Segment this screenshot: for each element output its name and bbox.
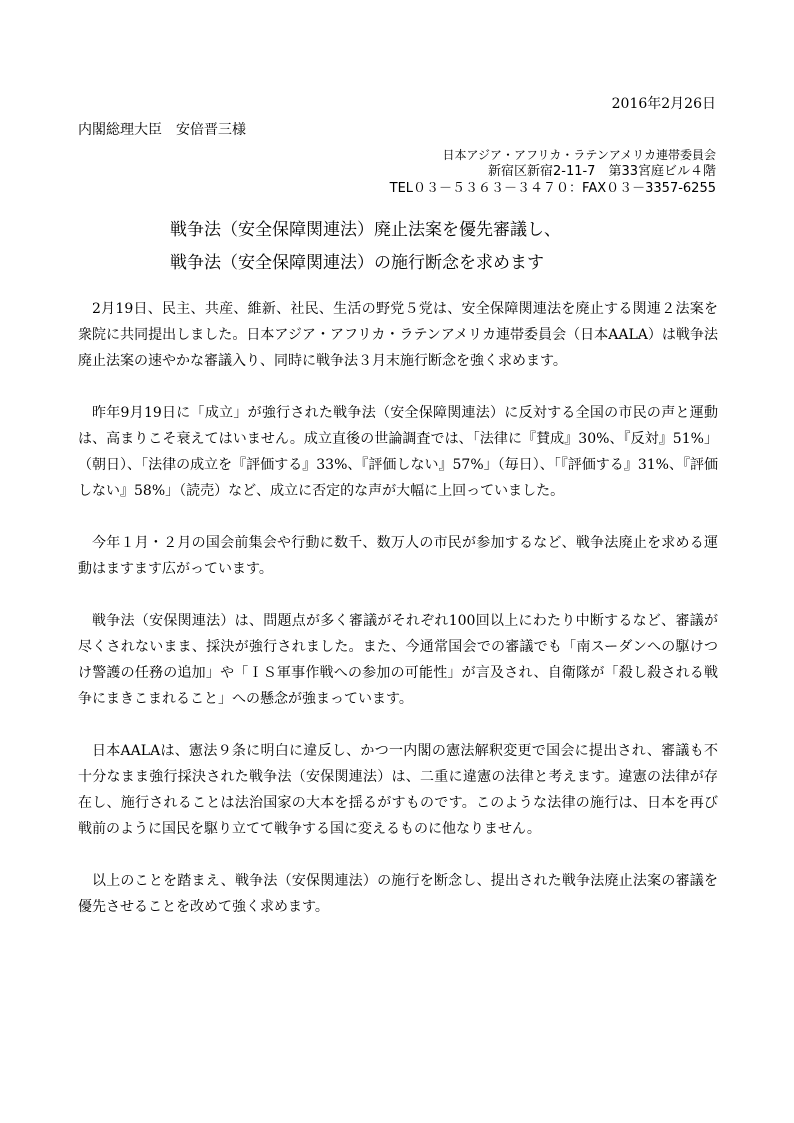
- body-paragraph-3: 今年１月・２月の国会前集会や行動に数千、数万人の市民が参加するなど、戦争法廃止を求める運動はますます広がっています。: [78, 535, 718, 577]
- addressee: 内閣総理大臣 安倍晋三様: [78, 122, 246, 138]
- body-paragraph-5: 日本AALAは、憲法９条に明白に違反し、かつ一内閣の憲法解釈変更で国会に提出され、審議も不十分なまま強行採決された戦争法（安保関連法）は、二重に違憲の法律と考えます。違憲の法律が存在し、施行されることは法治国家の大本を揺るがすものです。このような法律の施行は、日本を再び戦前のように国民を駆り立てて戦争する国に変えるものに他なりません。: [78, 743, 718, 837]
- letter-body: [78, 296, 718, 946]
- body-paragraph-1: 2月19日、民主、共産、維新、社民、生活の野党５党は、安全保障関連法を廃止する関連２法案を衆院に共同提出しました。日本アジア・アフリカ・ラテンアメリカ連帯委員会（日本AALA）は戦争法廃止法案の速やかな審議入り、同時に戦争法３月末施行断念を強く求めます。: [78, 301, 718, 369]
- title-line-2: 戦争法（安全保障関連法）の施行断念を求めます: [170, 253, 544, 273]
- letter-title: [170, 214, 561, 280]
- body-paragraph-2: 昨年9月19日に「成立」が強行された戦争法（安全保障関連法）に反対する全国の市民の声と運動は、高まりこそ衰えてはいません。成立直後の世論調査では、「法律に『賛成』30%、『反対』51%」（朝日）、「法律の成立を『評価する』33%、『評価しない』57%」（毎日）、「『評価する』31%、『評価しない』58%」（読売）など、成立に否定的な声が大幅に上回っていました。: [78, 405, 718, 499]
- title-line-1: 戦争法（安全保障関連法）廃止法案を優先審議し、: [170, 220, 561, 240]
- sender-address: 新宿区新宿2-11-7 第33宮庭ビル４階: [487, 164, 716, 179]
- letter-date: 2016年2月26日: [611, 96, 716, 112]
- body-paragraph-6: 以上のことを踏まえ、戦争法（安保関連法）の施行を断念し、提出された戦争法廃止法案の審議を優先させることを改めて強く求めます。: [78, 873, 718, 915]
- sender-organization: 日本アジア・アフリカ・ラテンアメリカ連帯委員会: [442, 148, 716, 162]
- sender-block: [390, 148, 716, 197]
- body-paragraph-4: 戦争法（安保関連法）は、問題点が多く審議がそれぞれ100回以上にわたり中断するなど、審議が尽くされないまま、採決が強行されました。また、今通常国会での審議でも「南スーダンへの駆けつけ警護の任務の追加」や「ＩＳ軍事作戦への参加の可能性」が言及され、自衛隊が「殺し殺される戦争にまきこまれること」への懸念が強まっています。: [78, 613, 718, 707]
- sender-contact: TEL０３－５３６３－３４７０：FAX０３－3357-6255: [389, 181, 716, 196]
